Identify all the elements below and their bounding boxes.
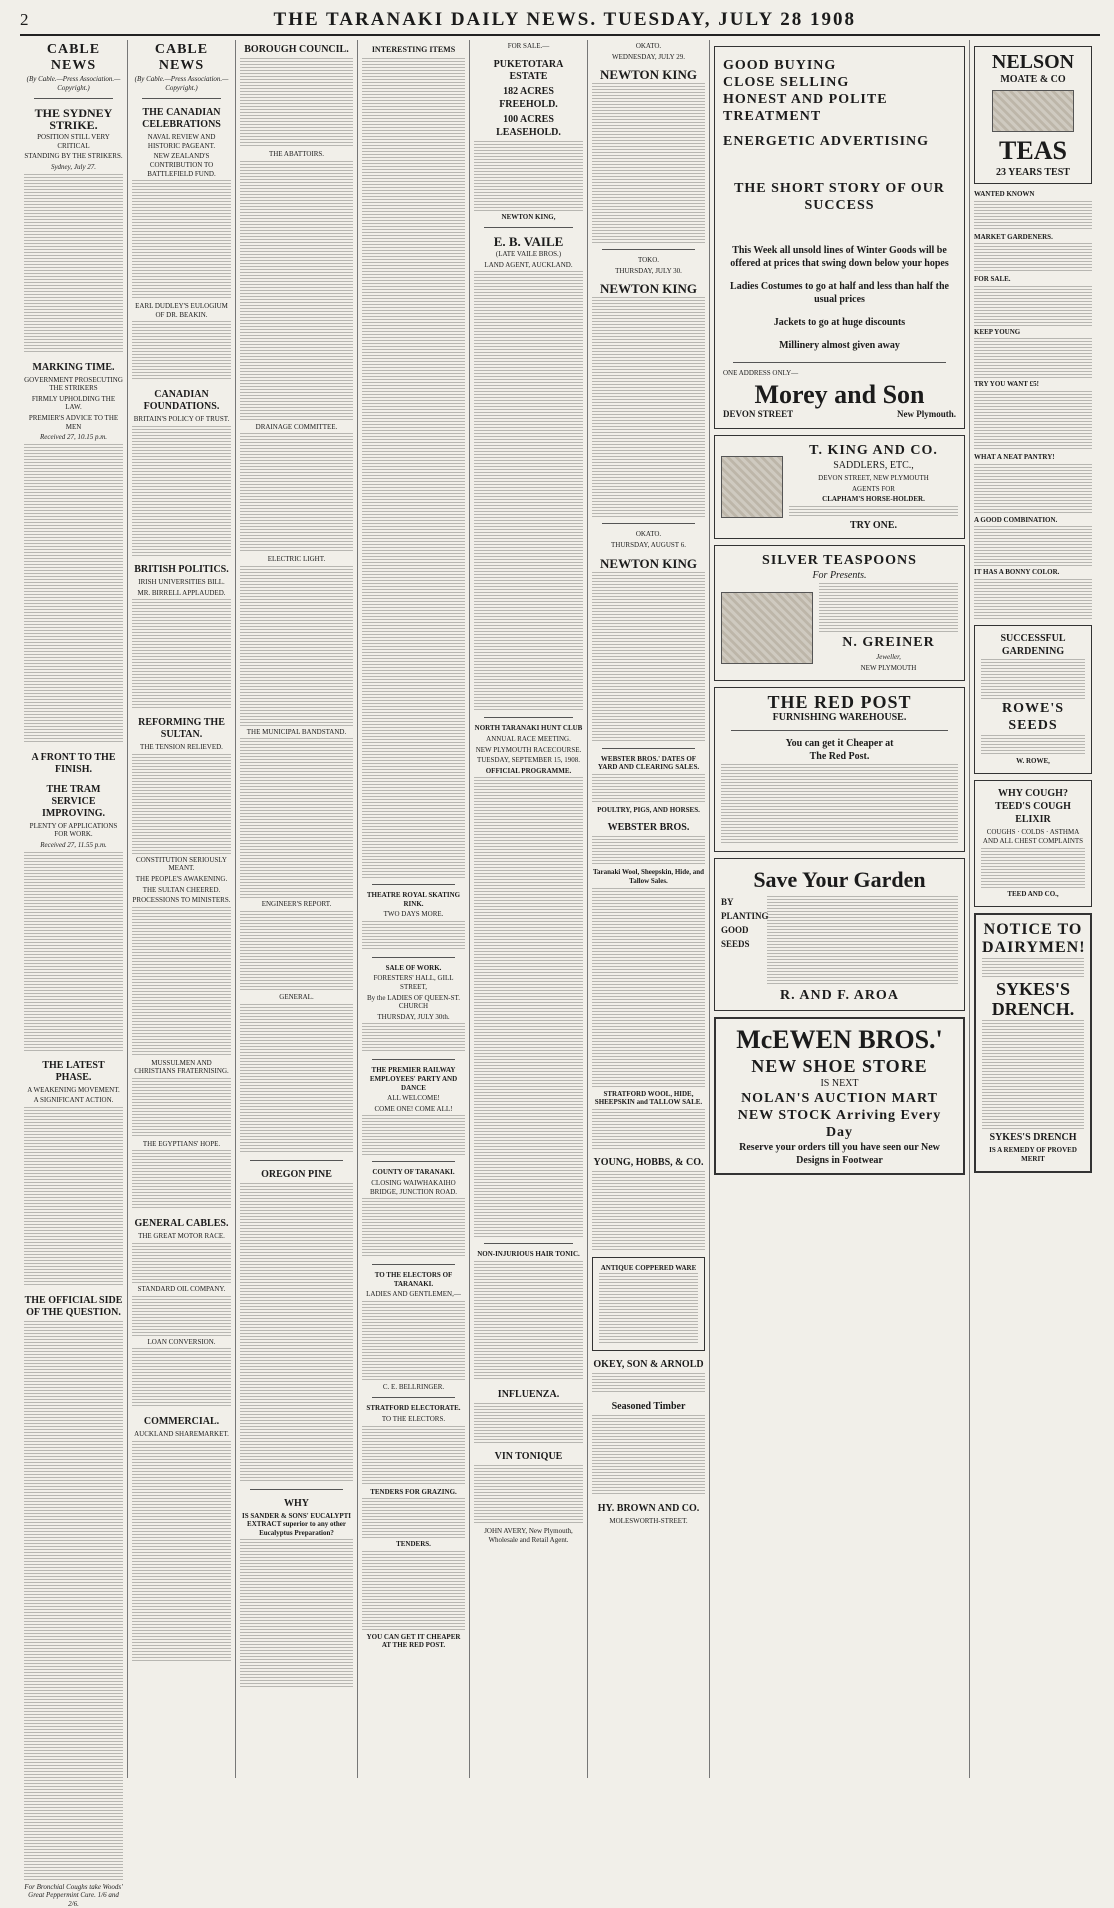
subhead: MR. BIRRELL APPLAUDED.: [137, 588, 226, 597]
ad-text: [974, 201, 1092, 231]
article-text: [132, 1150, 231, 1210]
divider: [34, 98, 113, 99]
subhead: ENGINEER'S REPORT.: [261, 900, 332, 909]
mcewen-bros-ad: [714, 1017, 965, 1175]
ad-subheading: 182 ACRES FREEHOLD.: [499, 85, 558, 110]
nelson-moate-tea-ad: [974, 46, 1092, 184]
ad-text: [474, 271, 583, 711]
subhead: IRISH UNIVERSITIES BILL.: [138, 577, 225, 586]
ad-heading: NOTICE TO DAIRYMEN!: [982, 921, 1086, 957]
divider: [731, 730, 948, 731]
ad-line: MOATE & CO: [1000, 74, 1066, 85]
divider: [733, 362, 946, 363]
ad-line: SYKES'S DRENCH.: [991, 979, 1075, 1020]
ad-subheading: By the LADIES OF QUEEN-ST. CHURCH: [366, 993, 460, 1011]
ad-subheading: WEDNESDAY, JULY 29.: [612, 52, 685, 61]
ad-text: [592, 1415, 705, 1495]
ad-text: [981, 659, 1085, 699]
classified-heading: IT HAS A BONNY COLOR.: [974, 568, 1060, 577]
ad-heading: Taranaki Wool, Sheepskin, Hide, and Tallow Sales.: [592, 868, 705, 885]
ad-text: [592, 572, 705, 742]
article-text: [132, 1296, 231, 1336]
ad-subheading: ALL WELCOME!: [387, 1094, 440, 1103]
dateline: Received 27, 10.15 p.m.: [39, 433, 108, 442]
article-text: [132, 599, 231, 709]
ad-subheading: CLOSING WAIWHAKAIHO BRIDGE, JUNCTION ROAD.: [369, 1178, 458, 1196]
section-heading: REFORMING THE SULTAN.: [138, 717, 225, 741]
ad-heading: NEWTON KING: [600, 281, 697, 297]
ad-heading: THE PREMIER RAILWAY EMPLOYEES' PARTY AND DANCE: [369, 1066, 458, 1092]
ad-text: [362, 921, 465, 951]
sykes-drench-ad: [974, 913, 1092, 1173]
ad-line: Jeweller,: [876, 652, 901, 661]
ad-line: Ladies Costumes to go at half and less than half the usual prices: [730, 281, 949, 305]
divider: [372, 1059, 455, 1060]
ad-line: CLOSE SELLING: [723, 75, 850, 90]
ad-subheading: LADIES AND GENTLEMEN,—: [366, 1290, 461, 1299]
saddle-illustration: [721, 456, 783, 518]
ad-line: CLAPHAM'S HORSE-HOLDER.: [822, 495, 925, 504]
ad-subheading: For Presents.: [812, 569, 867, 581]
column-classified-ads: [970, 40, 1096, 1778]
divider: [484, 227, 573, 228]
ad-text: [599, 1273, 698, 1343]
ad-signature: TEED AND CO.,: [1007, 889, 1059, 898]
ad-subheading: ANNUAL RACE MEETING.: [486, 734, 571, 743]
ad-subheading: THURSDAY, JULY 30th.: [377, 1012, 450, 1021]
ad-heading: INFLUENZA.: [497, 1388, 560, 1400]
ad-text: [474, 141, 583, 211]
ad-row: [721, 895, 958, 987]
article-text: [132, 180, 231, 300]
section-heading: THE CANADIAN CELEBRATIONS: [142, 107, 221, 131]
masthead: [20, 6, 1100, 36]
advertiser-name: McEWEN BROS.': [736, 1025, 943, 1055]
ad-text: [982, 958, 1084, 978]
divider: [250, 1489, 343, 1490]
ad-street: DEVON STREET: [723, 408, 794, 419]
rowes-seeds-ad: [974, 625, 1092, 775]
subhead: AUCKLAND SHAREMARKET.: [134, 1430, 229, 1439]
ad-row: [721, 442, 958, 532]
advertiser-name: R. AND F. AROA: [780, 988, 899, 1004]
ad-town: New Plymouth.: [897, 408, 956, 419]
subhead: LOAN CONVERSION.: [147, 1337, 216, 1346]
ad-text: [819, 583, 958, 633]
column-subheading: (By Cable.—Press Association.—Copyright.): [26, 75, 121, 92]
ad-heading: WHY COUGH?: [998, 788, 1068, 800]
dateline: Received 27, 11.55 p.m.: [40, 840, 107, 849]
subhead: THE SULTAN CHEERED.: [142, 885, 221, 894]
article-text: [24, 1107, 123, 1287]
subhead: THE ABATTOIRS.: [268, 150, 325, 158]
subhead: THE GREAT MOTOR RACE.: [138, 1232, 225, 1241]
article-text: [132, 1441, 231, 1661]
article-text: [132, 426, 231, 556]
ad-text: [982, 1020, 1084, 1130]
section-heading: THE TRAM SERVICE IMPROVING.: [41, 783, 106, 819]
article-text: [24, 1321, 123, 1881]
article-text: [132, 1348, 231, 1408]
ad-text: [362, 1198, 465, 1258]
subhead: NAVAL REVIEW AND HISTORIC PAGEANT.: [147, 133, 216, 150]
article-text: [132, 1243, 231, 1283]
subhead: A SIGNIFICANT ACTION.: [33, 1096, 114, 1105]
article-text: [240, 1539, 353, 1689]
ad-text: [362, 1498, 465, 1538]
section-heading: THE OFFICIAL SIDE OF THE QUESTION.: [24, 1294, 123, 1318]
ad-heading: THEATRE ROYAL SKATING RINK.: [366, 891, 461, 908]
divider: [602, 748, 695, 749]
divider: [602, 249, 695, 250]
ad-line: NOLAN'S AUCTION MART: [741, 1091, 938, 1107]
morey-and-son-ad: [714, 46, 965, 429]
ad-line: GOOD BUYING: [723, 58, 837, 73]
ad-text: [974, 391, 1092, 451]
ad-line: 23 YEARS TEST: [996, 167, 1070, 178]
ad-signature: C. E. BELLRINGER.: [382, 1382, 445, 1391]
ad-text: [974, 286, 1092, 326]
ad-heading: TO THE ELECTORS OF TARANAKI.: [374, 1271, 453, 1288]
article-text: [24, 174, 123, 354]
article-text: [132, 754, 231, 854]
classified-heading: WHAT A NEAT PANTRY!: [974, 452, 1055, 461]
ad-subheading: OFFICIAL PROGRAMME.: [485, 766, 572, 775]
ad-heading: NEWTON KING: [600, 67, 697, 83]
article-text: [240, 161, 353, 421]
ad-text: [362, 1426, 465, 1486]
ad-heading: Save Your Garden: [753, 867, 926, 893]
masthead-title: THE TARANAKI DAILY NEWS. TUESDAY, JULY 28 1908: [273, 9, 856, 30]
ad-line: AGENTS FOR: [852, 484, 895, 493]
ad-agent: NEWTON KING,: [501, 212, 556, 221]
ad-heading: STRATFORD ELECTORATE.: [366, 1404, 461, 1413]
ad-heading: OKEY, SON & ARNOLD: [593, 1359, 704, 1371]
divider: [372, 1161, 455, 1162]
subhead: THE TENSION RELIEVED.: [140, 743, 223, 752]
ad-heading: E. B. VAILE: [493, 234, 564, 250]
ad-subheading: THURSDAY, JULY 30.: [615, 266, 682, 275]
ad-line: TEAS: [999, 136, 1067, 165]
footer-ad: For Bronchial Coughs take Woods' Great Peppermint Cure. 1/6 and 2/6.: [24, 1882, 123, 1908]
ad-subheading: FURNISHING WAREHOUSE.: [772, 712, 907, 724]
section-heading: OREGON PINE: [261, 1168, 332, 1180]
antique-ware-ad: [592, 1257, 705, 1352]
section-heading: THE LATEST PHASE.: [42, 1059, 105, 1083]
article-text: [240, 433, 353, 553]
ad-line: ROWE'S SEEDS: [1001, 700, 1064, 733]
ad-heading: VIN TONIQUE: [494, 1450, 563, 1462]
ad-row: [721, 582, 958, 674]
article-text: [132, 321, 231, 381]
column-borough-council: [236, 40, 358, 1778]
subhead: FIRMLY UPHOLDING THE LAW.: [31, 394, 116, 412]
advertiser-name: N. GREINER: [842, 634, 935, 650]
article-text: [240, 738, 353, 898]
subhead: THE MUNICIPAL BANDSTAND.: [246, 727, 347, 736]
red-post-ad: [714, 687, 965, 852]
subhead: STANDING BY THE STRIKERS.: [24, 152, 123, 161]
ad-text: [974, 579, 1092, 619]
ad-line: HONEST AND POLITE TREATMENT: [723, 92, 888, 124]
ad-heading: WEBSTER BROS.: [607, 822, 690, 834]
ad-text: [592, 83, 705, 243]
ad-heading: SILVER TEASPOONS: [762, 552, 917, 568]
ad-heading: COUNTY OF TARANAKI.: [372, 1168, 455, 1177]
section-heading: A FRONT TO THE FINISH.: [31, 751, 116, 775]
ad-line: THE SHORT STORY OF OUR SUCCESS: [734, 181, 945, 213]
classified-heading: A GOOD COMBINATION.: [974, 515, 1058, 524]
column-subheading: (By Cable.—Press Association.—Copyright.): [134, 75, 229, 92]
subhead: DRAINAGE COMMITTEE.: [255, 422, 338, 431]
ad-subheading: MOLESWORTH-STREET.: [609, 1517, 688, 1526]
ad-subheading: COME ONE! COME ALL!: [374, 1104, 453, 1113]
teeds-cough-elixir-ad: [974, 780, 1092, 907]
article-text: [24, 444, 123, 744]
column-land-sales: [470, 40, 588, 1778]
ad-subheading: TUESDAY, SEPTEMBER 15, 1908.: [476, 756, 581, 765]
ad-line: TRY ONE.: [849, 519, 898, 531]
column-display-ads: [710, 40, 970, 1778]
ad-subheading: (LATE VAILE BROS.): [495, 250, 562, 259]
ad-heading: HY. BROWN AND CO.: [597, 1503, 700, 1515]
classified-heading: MARKET GARDENERS.: [974, 232, 1053, 241]
classified-heading: FOR SALE.: [974, 275, 1011, 284]
ad-signature: W. ROWE,: [1016, 756, 1050, 765]
subhead: POSITION STILL VERY CRITICAL: [37, 133, 110, 150]
advertiser-name: Morey and Son: [754, 379, 925, 409]
classified-heading: WANTED KNOWN: [974, 190, 1035, 198]
subhead: CONSTITUTION SERIOUSLY MEANT.: [136, 855, 227, 873]
article-text: [132, 907, 231, 1057]
article-text: [240, 566, 353, 726]
ad-text: [592, 297, 705, 517]
ad-line: TEED'S COUGH ELIXIR: [995, 801, 1071, 826]
article-text: [240, 1004, 353, 1154]
article-text: [240, 1183, 353, 1483]
ad-heading: FOR SALE.—: [507, 42, 550, 50]
ad-heading: TENDERS FOR GRAZING.: [370, 1487, 457, 1496]
ad-address: [723, 410, 956, 419]
ad-text: [592, 1373, 705, 1393]
footer-ad: YOU CAN GET IT CHEAPER AT THE RED POST.: [366, 1632, 461, 1650]
ad-heading: PUKETOTARA ESTATE: [493, 58, 564, 82]
article-text: [362, 58, 465, 878]
ad-line: NEW STOCK Arriving Every Day: [737, 1108, 942, 1141]
subhead: EARL DUDLEY'S EULOGIUM OF DR. BEAKIN.: [135, 302, 228, 319]
classified-heading: KEEP YOUNG: [974, 327, 1021, 336]
ad-text: [767, 896, 958, 986]
article-text: [240, 58, 353, 148]
ad-heading: OKATO.: [635, 530, 662, 539]
subhead: GENERAL.: [279, 992, 314, 1001]
section-heading: BRITISH POLITICS.: [134, 563, 229, 575]
article-text: [240, 911, 353, 991]
ad-text-block: [789, 442, 958, 532]
ad-text: [974, 243, 1092, 273]
divider: [372, 957, 455, 958]
ad-heading: TENDERS.: [396, 1540, 431, 1549]
column-heading: CABLE NEWS: [46, 42, 101, 73]
classified-heading: TRY YOU WANT £5!: [974, 380, 1039, 389]
ad-line: This Week all unsold lines of Winter Goods will be offered at prices that swing down below your hopes: [730, 245, 949, 269]
ad-text: [592, 836, 705, 866]
subhead: PREMIER'S ADVICE TO THE MEN: [28, 413, 119, 431]
column-cable-news-1: [20, 40, 128, 1908]
divider: [142, 98, 221, 99]
ad-text: [474, 777, 583, 1237]
ad-subheading: TO THE ELECTORS.: [381, 1415, 446, 1424]
column-auction-sales: [588, 40, 710, 1778]
ad-line: DEVON STREET, NEW PLYMOUTH: [818, 474, 929, 483]
section-heading: CANADIAN FOUNDATIONS.: [143, 389, 220, 413]
section-heading: THE SYDNEY STRIKE.: [34, 106, 113, 133]
footer-ad: JOHN AVERY, New Plymouth, Wholesale and Retail Agent.: [484, 1526, 573, 1544]
article-text: [24, 852, 123, 1052]
ad-text: [721, 764, 958, 844]
ad-text: [592, 1171, 705, 1251]
section-heading: BOROUGH COUNCIL.: [244, 44, 349, 55]
subhead: PLENTY OF APPLICATIONS FOR WORK.: [29, 821, 118, 839]
ad-text: [362, 1551, 465, 1631]
ad-heading: TOKO.: [637, 256, 660, 265]
ad-line: Millinery almost given away: [779, 340, 900, 351]
dateline: Sydney, July 27.: [50, 162, 97, 171]
ad-text: [474, 1261, 583, 1381]
t-king-saddlers-ad: [714, 435, 965, 539]
divider: [484, 717, 573, 718]
ad-subheading: NEW PLYMOUTH RACECOURSE.: [475, 745, 582, 754]
ad-text: [974, 526, 1092, 566]
ad-subheading: TWO DAYS MORE.: [383, 910, 444, 919]
ad-subheading: IS SANDER & SONS' EUCALYPTI EXTRACT superior to any other Eucalyptus Preparation?: [241, 1511, 352, 1537]
subhead: THE PEOPLE'S AWAKENING.: [135, 874, 228, 883]
subhead: PROCESSIONS TO MINISTERS.: [132, 896, 231, 905]
column-heading: CABLE NEWS: [154, 42, 209, 73]
ad-line: ONE ADDRESS ONLY—: [723, 369, 799, 377]
article-text: [132, 1078, 231, 1138]
divider: [484, 1243, 573, 1244]
divider: [372, 884, 455, 885]
divider: [602, 523, 695, 524]
column-interesting-items: [358, 40, 470, 1778]
ad-text: [474, 1403, 583, 1443]
ad-text: [592, 774, 705, 804]
teaspoons-illustration: [721, 592, 813, 664]
ad-line: IS A REMEDY OF PROVED MERIT: [989, 1146, 1077, 1163]
subhead: BRITAIN'S POLICY OF TRUST.: [133, 415, 230, 424]
ad-line: You can get it Cheaper at: [785, 738, 894, 750]
divider: [250, 1160, 343, 1161]
ad-text: [592, 888, 705, 1088]
ad-text: [362, 1115, 465, 1155]
seeds-ad: [714, 858, 965, 1011]
ad-heading: ANTIQUE COPPERED WARE: [600, 1263, 697, 1272]
ad-heading: Seasoned Timber: [611, 1401, 686, 1413]
page-number: 2: [20, 10, 30, 29]
subhead: GOVERNMENT PROSECUTING THE STRIKERS: [24, 375, 123, 393]
section-heading: COMMERCIAL.: [143, 1416, 220, 1428]
advertiser-name: T. KING AND CO.: [809, 443, 938, 459]
ad-text: [362, 1023, 465, 1053]
subhead: THE EGYPTIANS' HOPE.: [142, 1139, 221, 1148]
section-heading: MARKING TIME.: [32, 361, 115, 373]
ad-subheading: 100 ACRES LEASEHOLD.: [496, 113, 561, 138]
ad-text: [362, 1301, 465, 1381]
ad-heading: OKATO.: [635, 42, 662, 50]
divider: [372, 1264, 455, 1265]
ad-heading: NON-INJURIOUS HAIR TONIC.: [477, 1250, 580, 1259]
ad-side-text: BY PLANTING GOOD SEEDS: [721, 897, 769, 950]
ad-line: NEW PLYMOUTH: [860, 663, 917, 672]
ad-subheading: THURSDAY, AUGUST 6.: [611, 540, 686, 549]
ad-line: Reserve your orders till you have seen our New Designs in Footwear: [739, 1142, 940, 1167]
ad-line: COUGHS · COLDS · ASTHMA AND ALL CHEST COMPLAINTS: [982, 828, 1084, 845]
ad-text: [974, 338, 1092, 378]
ad-heading: SALE OF WORK.: [385, 963, 442, 972]
ad-heading: NORTH TARANAKI HUNT CLUB: [474, 724, 583, 733]
subhead: MUSSULMEN AND CHRISTIANS FRATERNISING.: [134, 1058, 229, 1076]
ad-heading: STRATFORD WOOL, HIDE, SHEEPSKIN and TALLOW SALE.: [594, 1089, 703, 1107]
ad-subheading: FORESTERS' HALL, GILL STREET,: [373, 974, 454, 991]
ad-line: SADDLERS, ETC.,: [833, 460, 914, 472]
ad-heading: YOUNG, HOBBS, & CO.: [593, 1156, 704, 1168]
ad-heading: SUCCESSFUL GARDENING: [1000, 632, 1066, 657]
ad-text: [592, 1109, 705, 1149]
ad-heading: WHY: [284, 1497, 309, 1509]
ad-heading: NEWTON KING: [600, 555, 697, 571]
subhead: A WEAKENING MOVEMENT.: [27, 1085, 120, 1094]
ad-heading: WEBSTER BROS.' DATES OF YARD AND CLEARING SALES.: [597, 754, 700, 772]
subhead: ELECTRIC LIGHT.: [267, 555, 326, 564]
ad-line: The Red Post.: [809, 751, 870, 763]
ad-text: [474, 1465, 583, 1525]
section-heading: INTERESTING ITEMS: [371, 45, 456, 54]
column-cable-news-2: [128, 40, 236, 1778]
ad-line: SYKES'S DRENCH: [989, 1132, 1077, 1144]
section-heading: GENERAL CABLES.: [134, 1218, 229, 1230]
ad-heading: POULTRY, PIGS, AND HORSES.: [597, 805, 700, 814]
ad-text: [974, 464, 1092, 514]
ad-line: ENERGETIC ADVERTISING: [723, 134, 930, 149]
ad-text-block: [819, 582, 958, 674]
ad-line: NEW SHOE STORE: [751, 1056, 928, 1077]
divider: [372, 1397, 455, 1398]
ad-subheading: LAND AGENT, AUCKLAND.: [484, 260, 573, 269]
ad-text: [789, 506, 958, 518]
subhead: STANDARD OIL COMPANY.: [137, 1285, 226, 1294]
tea-illustration: [992, 90, 1074, 132]
subhead: NEW ZEALAND'S CONTRIBUTION TO BATTLEFIELD FUND.: [147, 152, 216, 178]
ad-line: IS NEXT: [820, 1078, 859, 1090]
ad-text: [981, 848, 1085, 888]
silver-teaspoons-ad: [714, 545, 965, 681]
ad-line: Jackets to go at huge discounts: [773, 317, 906, 328]
ad-text: [981, 735, 1085, 755]
advertiser-name: NELSON: [991, 51, 1075, 73]
advertiser-name: THE RED POST: [767, 692, 912, 713]
